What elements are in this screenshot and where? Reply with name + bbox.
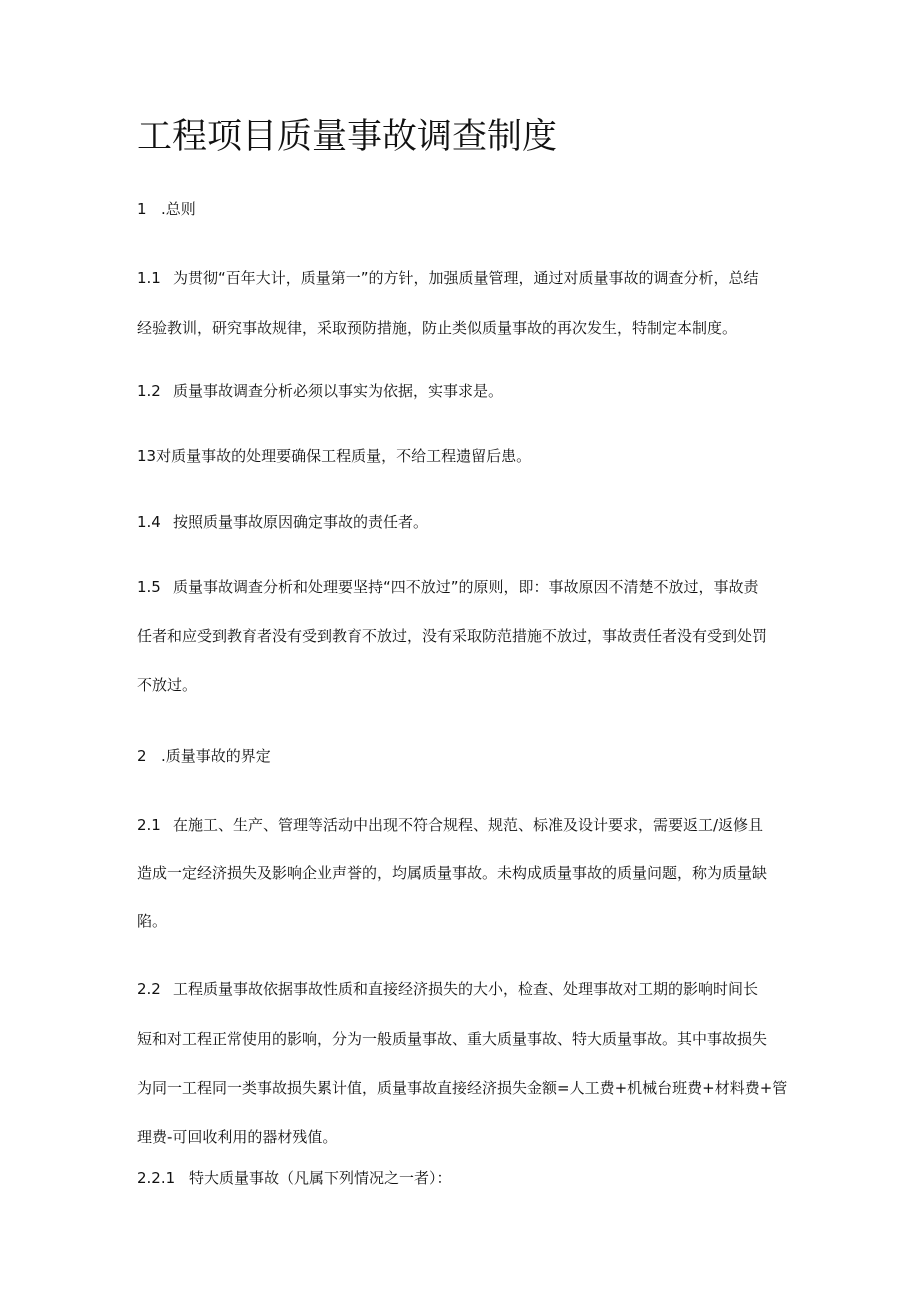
paragraph-2-1	[137, 815, 763, 835]
paragraph-line: 为贯彻“百年大计，质量第一”的方针，加强质量管理，通过对质量事故的调查分析，总结	[173, 269, 759, 287]
document-title: 工程项目质量事故调查制度	[137, 117, 558, 157]
paragraph-2-2-cont	[137, 1029, 767, 1049]
paragraph-line: 经验教训，研究事故规律，采取预防措施，防止类似质量事故的再次发生，特制定本制度。	[137, 319, 738, 337]
paragraph-1-1-cont	[137, 318, 737, 338]
section-heading-text: .总则	[161, 200, 196, 218]
paragraph-line: 质量事故调查分析必须以事实为依据，实事求是。	[173, 382, 504, 400]
paragraph-1-5-cont	[137, 626, 767, 646]
paragraph-number: 1.5	[137, 578, 161, 596]
paragraph-line: 任者和应受到教育者没有受到教育不放过，没有采取防范措施不放过，事故责任者没有受到处罚	[137, 627, 768, 645]
section-heading-1	[137, 199, 196, 219]
section-number: 2	[137, 747, 147, 765]
paragraph-line: 按照质量事故原因确定事故的责任者。	[173, 513, 429, 531]
paragraph-number: 1.2	[137, 382, 161, 400]
paragraph-number: 2.2	[137, 980, 161, 998]
paragraph-2-2-cont	[137, 1078, 787, 1098]
paragraph-line: 不放过。	[137, 676, 198, 694]
paragraph-2-2-1	[137, 1168, 452, 1188]
paragraph-1-4	[137, 512, 428, 532]
paragraph-line: 理费-可回收利用的器材残值。	[137, 1128, 338, 1146]
paragraph-line: 质量事故调查分析和处理要坚持“四不放过”的原则，即：事故原因不清楚不放过，事故责	[173, 578, 759, 596]
paragraph-number: 2.2.1	[137, 1169, 176, 1187]
paragraph-number: 1.1	[137, 269, 161, 287]
section-number: 1	[137, 200, 147, 218]
paragraph-line: 陷。	[137, 912, 168, 930]
paragraph-1-3	[137, 446, 531, 466]
section-heading-2	[137, 746, 271, 766]
paragraph-line: 造成一定经济损失及影响企业声誉的，均属质量事故。未构成质量事故的质量问题，称为质量缺	[137, 864, 768, 882]
paragraph-line: 特大质量事故（凡属下列情况之一者）：	[189, 1169, 452, 1187]
paragraph-2-1-cont	[137, 911, 167, 931]
paragraph-1-5	[137, 577, 759, 597]
paragraph-1-2	[137, 381, 503, 401]
paragraph-number: 2.1	[137, 816, 161, 834]
paragraph-line: 13对质量事故的处理要确保工程质量，不给工程遗留后患。	[137, 447, 532, 465]
paragraph-line: 短和对工程正常使用的影响，分为一般质量事故、重大质量事故、特大质量事故。其中事故损失	[137, 1030, 768, 1048]
section-heading-text: .质量事故的界定	[161, 747, 271, 765]
paragraph-1-1	[137, 268, 759, 288]
paragraph-line: 工程质量事故依据事故性质和直接经济损失的大小，检查、处理事故对工期的影响时间长	[173, 980, 759, 998]
paragraph-line: 在施工、生产、管理等活动中出现不符合规程、规范、标准及设计要求，需要返工/返修且	[173, 816, 764, 834]
paragraph-2-2-cont	[137, 1127, 337, 1147]
paragraph-number: 1.4	[137, 513, 161, 531]
paragraph-1-5-cont	[137, 675, 197, 695]
paragraph-line: 为同一工程同一类事故损失累计值，质量事故直接经济损失金额=人工费+机械台班费+材料费+管	[137, 1079, 788, 1097]
paragraph-2-2	[137, 979, 758, 999]
paragraph-2-1-cont	[137, 863, 767, 883]
